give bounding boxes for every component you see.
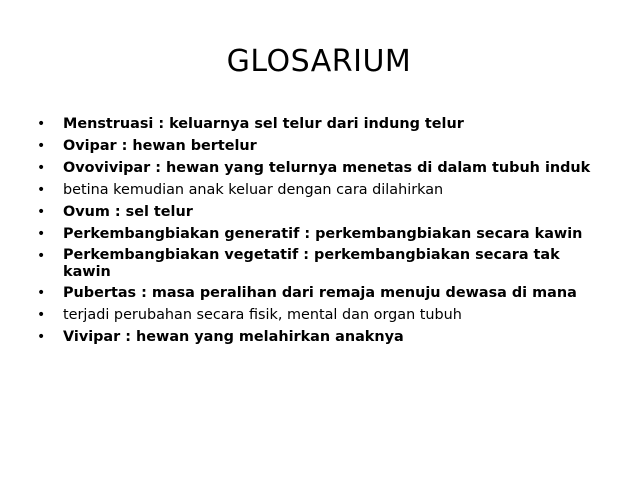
glossary-item-ovovivipar [37, 158, 607, 178]
glossary-item-vegetatif [37, 246, 607, 281]
glossary-item-text: Perkembangbiakan generatif : perkembangbiakan secara kawin [63, 226, 583, 242]
glossary-item-generatif [37, 224, 607, 244]
glossary-item-text: Pubertas : masa peralihan dari remaja menuju dewasa di mana [63, 285, 577, 301]
glossary-item-ovum [37, 202, 607, 222]
glossary-item-ovipar [37, 136, 607, 156]
glossary-item-vivipar [37, 327, 607, 347]
glossary-item-text: Ovipar : hewan bertelur [63, 138, 257, 154]
bullet-icon: • [37, 116, 46, 132]
slide-title: GLOSARIUM [226, 44, 412, 79]
bullet-icon: • [37, 160, 46, 176]
glossary-item-text: betina kemudian anak keluar dengan cara dilahirkan [63, 182, 444, 198]
bullet-icon: • [37, 285, 46, 301]
glossary-item-text: Perkembangbiakan vegetatif : perkembangbiakan secara tak kawin [63, 247, 560, 280]
bullet-icon: • [37, 226, 46, 242]
glossary-item-text: Vivipar : hewan yang melahirkan anaknya [63, 329, 404, 345]
bullet-icon: • [37, 329, 46, 345]
glossary-item-pubertas [37, 283, 607, 303]
glossary-item-text: Ovum : sel telur [63, 204, 193, 220]
glossary-item-menstruasi [37, 114, 607, 134]
glossary-item-text: terjadi perubahan secara fisik, mental dan organ tubuh [63, 307, 462, 323]
bullet-icon: • [37, 204, 46, 220]
bullet-icon: • [37, 182, 46, 198]
bullet-icon: • [37, 248, 46, 264]
bullet-icon: • [37, 307, 46, 323]
glossary-item-continuation-pubertas [37, 305, 607, 325]
glossary-item-text: Menstruasi : keluarnya sel telur dari indung telur [63, 116, 464, 132]
glossary-item-text: Ovovivipar : hewan yang telurnya menetas di dalam tubuh induk [63, 160, 591, 176]
glossary-list [37, 114, 607, 347]
bullet-icon: • [37, 138, 46, 154]
glossary-item-continuation-ovovivipar [37, 180, 607, 200]
